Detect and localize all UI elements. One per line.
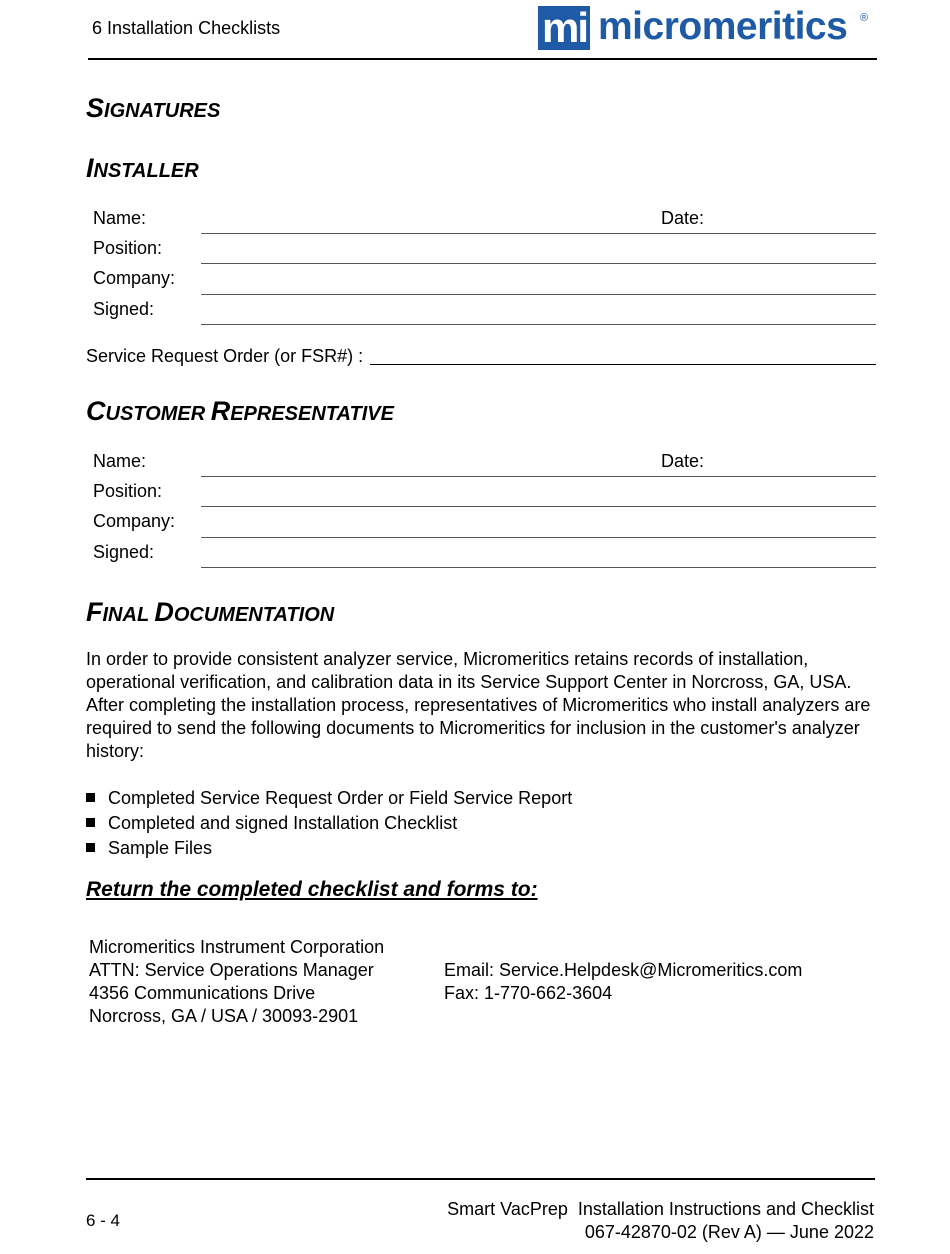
logo-mark: mi xyxy=(538,6,590,50)
installer-signed-line[interactable] xyxy=(201,324,876,325)
logo-wordmark: micromeritics xyxy=(598,5,848,48)
header-title: 6 Installation Checklists xyxy=(92,18,281,38)
footer-doc-number: 067-42870-02 (Rev A) — June 2022 xyxy=(584,1222,874,1242)
final-documentation-paragraph: In order to provide consistent analyzer service, Micromeritics retains records of installation, operational verification, and calibration data in its Service Support Center in Norcross, GA, USA. After completing the installation process, representatives of Micromeritics who install analyzers are required to send the following documents to Micromeritics for inclusion in the customer's analyzer history: xyxy=(86,649,871,761)
footer-rule xyxy=(86,1178,875,1180)
customer-company-label: Company: xyxy=(93,511,176,531)
service-request-label: Service Request Order (or FSR#) : xyxy=(86,346,364,366)
final-documentation-heading: FINAL DOCUMENTATION xyxy=(86,597,335,627)
header-rule xyxy=(88,58,877,60)
customer-signed-line[interactable] xyxy=(201,567,876,568)
address-line: Norcross, GA / USA / 30093-2901 xyxy=(89,1006,359,1026)
installer-position-label: Position: xyxy=(93,238,163,258)
installer-name-label: Name: xyxy=(93,208,147,228)
footer-doc-title: Smart VacPrep Installation Instructions and Checklist xyxy=(447,1199,874,1219)
list-item: Completed Service Request Order or Field Service Report xyxy=(86,788,572,809)
return-heading: Return the completed checklist and forms to: xyxy=(86,878,538,901)
address-line: 4356 Communications Drive xyxy=(89,983,316,1003)
installer-heading: INSTALLER xyxy=(86,153,199,183)
installer-position-line[interactable] xyxy=(201,263,876,264)
installer-company-label: Company: xyxy=(93,268,176,288)
bullet-icon xyxy=(86,843,95,852)
email-text: Email: Service.Helpdesk@Micromeritics.com xyxy=(444,960,803,980)
customer-name-label: Name: xyxy=(93,451,147,471)
micromeritics-logo xyxy=(538,6,876,50)
customer-company-line[interactable] xyxy=(201,537,876,538)
logo-registered-mark: ® xyxy=(860,12,869,24)
address-line: ATTN: Service Operations Manager xyxy=(89,960,374,980)
page-number: 6 - 4 xyxy=(86,1211,121,1230)
contact-info xyxy=(444,959,802,1005)
installer-date-label: Date: xyxy=(661,208,705,228)
mailing-address xyxy=(89,936,384,1028)
customer-representative-heading: CUSTOMER REPRESENTATIVE xyxy=(86,396,394,426)
customer-position-label: Position: xyxy=(93,481,163,501)
customer-signed-label: Signed: xyxy=(93,542,155,562)
customer-position-line[interactable] xyxy=(201,506,876,507)
footer-doc-info xyxy=(447,1198,874,1244)
list-item: Completed and signed Installation Checklist xyxy=(86,813,457,834)
fax-text: Fax: 1-770-662-3604 xyxy=(444,983,613,1003)
list-item: Sample Files xyxy=(86,838,212,859)
installer-name-line[interactable] xyxy=(201,233,876,234)
address-line: Micromeritics Instrument Corporation xyxy=(89,937,385,957)
service-request-line[interactable] xyxy=(370,364,876,365)
customer-name-line[interactable] xyxy=(201,476,876,477)
installer-signed-label: Signed: xyxy=(93,299,155,319)
customer-date-label: Date: xyxy=(661,451,705,471)
installer-company-line[interactable] xyxy=(201,294,876,295)
bullet-icon xyxy=(86,793,95,802)
bullet-icon xyxy=(86,818,95,827)
signatures-heading: SIGNATURES xyxy=(86,93,221,123)
